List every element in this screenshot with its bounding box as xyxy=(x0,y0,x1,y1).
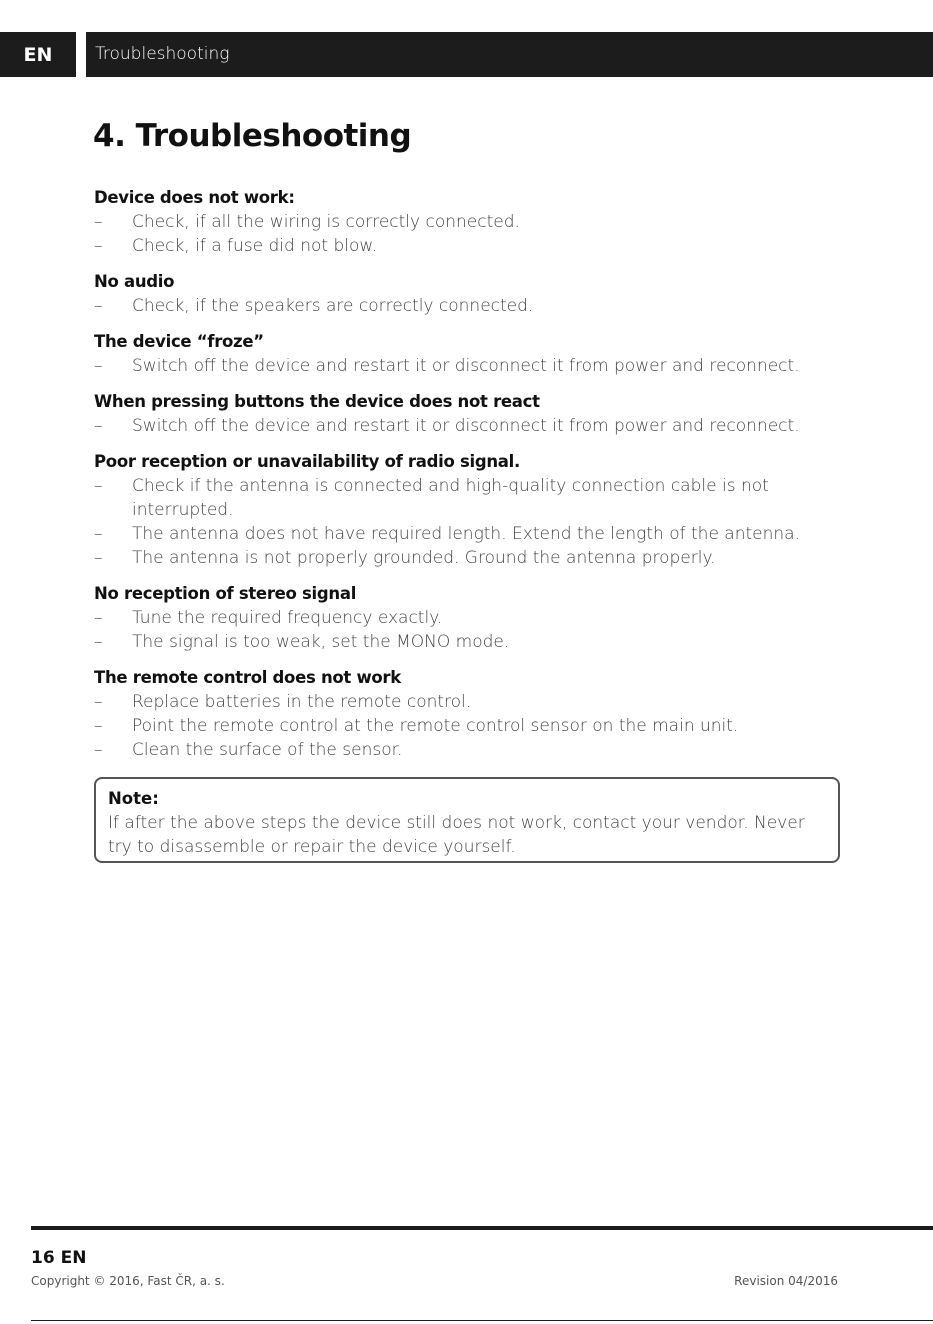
bullet-dash: – xyxy=(94,548,103,568)
bullet-text: Check, if all the wiring is correctly connected. xyxy=(132,212,520,232)
troubleshooting-section xyxy=(94,186,839,258)
bullet-text: The signal is too weak, set the MONO mode. xyxy=(132,632,510,652)
header-title: Troubleshooting xyxy=(95,44,230,64)
bullet-dash: – xyxy=(94,524,103,544)
section-heading: Device does not work: xyxy=(94,188,295,207)
bullet-item xyxy=(94,294,839,318)
bullet-dash: – xyxy=(94,236,103,256)
bullet-item xyxy=(94,234,839,258)
bullet-dash: – xyxy=(94,416,103,436)
footer-rule xyxy=(31,1226,933,1230)
language-badge: EN xyxy=(23,43,53,66)
page-title: 4. Troubleshooting xyxy=(93,118,412,154)
bottom-rule xyxy=(31,1320,933,1321)
bullet-dash: – xyxy=(94,476,103,496)
note-text: If after the above steps the device still does not work, contact your vendor. Never try to disassemble or repair the device yourself. xyxy=(108,813,805,857)
bullet-text: Switch off the device and restart it or disconnect it from power and reconnect. xyxy=(132,416,800,436)
bullet-item xyxy=(94,546,839,570)
bullet-item xyxy=(94,630,839,654)
bullet-item xyxy=(94,414,839,438)
copyright-text: Copyright © 2016, Fast ČR, a. s. xyxy=(31,1274,225,1288)
section-heading: The remote control does not work xyxy=(94,668,401,687)
bullet-text: The antenna is not properly grounded. Ground the antenna properly. xyxy=(132,548,716,568)
bullet-dash: – xyxy=(94,608,103,628)
header-bar xyxy=(0,32,933,77)
bullet-text: Point the remote control at the remote control sensor on the main unit. xyxy=(132,716,739,736)
bullet-text: Tune the required frequency exactly. xyxy=(132,608,443,628)
bullet-dash: – xyxy=(94,716,103,736)
bullet-item xyxy=(94,690,839,714)
bullet-dash: – xyxy=(94,296,103,316)
bullet-dash: – xyxy=(94,692,103,712)
bullet-dash: – xyxy=(94,632,103,652)
bullet-item xyxy=(94,606,839,630)
bullet-text: Switch off the device and restart it or disconnect it from power and reconnect. xyxy=(132,356,800,376)
bullet-item xyxy=(94,714,839,738)
troubleshooting-section xyxy=(94,330,839,378)
troubleshooting-section xyxy=(94,270,839,318)
bullet-dash: – xyxy=(94,212,103,232)
section-heading: No audio xyxy=(94,272,175,291)
bullet-dash: – xyxy=(94,356,103,376)
troubleshooting-section xyxy=(94,582,839,654)
section-heading: No reception of stereo signal xyxy=(94,584,357,603)
section-heading: Poor reception or unavailability of radio signal. xyxy=(94,452,520,471)
bullet-item xyxy=(94,522,839,546)
note-label: Note: xyxy=(108,789,159,808)
bullet-item xyxy=(94,738,839,762)
section-heading: When pressing buttons the device does not react xyxy=(94,392,540,411)
bullet-text: The antenna does not have required length. Extend the length of the antenna. xyxy=(132,524,800,544)
bullet-text: Check, if the speakers are correctly connected. xyxy=(132,296,534,316)
bullet-item xyxy=(94,474,839,522)
page-number: 16 EN xyxy=(31,1248,87,1268)
troubleshooting-section xyxy=(94,450,839,570)
bullet-item xyxy=(94,354,839,378)
troubleshooting-content xyxy=(94,186,839,774)
bullet-text: Check, if a fuse did not blow. xyxy=(132,236,378,256)
troubleshooting-section xyxy=(94,666,839,762)
header-separator xyxy=(76,32,86,77)
bullet-text: Clean the surface of the sensor. xyxy=(132,740,403,760)
bullet-item xyxy=(94,210,839,234)
section-heading: The device “froze” xyxy=(94,332,264,351)
bullet-text: Replace batteries in the remote control. xyxy=(132,692,472,712)
troubleshooting-section xyxy=(94,390,839,438)
revision-text: Revision 04/2016 xyxy=(734,1274,838,1288)
bullet-dash: – xyxy=(94,740,103,760)
note-box xyxy=(94,777,840,863)
bullet-text: Check if the antenna is connected and high-quality connection cable is not interrupted. xyxy=(132,476,769,520)
